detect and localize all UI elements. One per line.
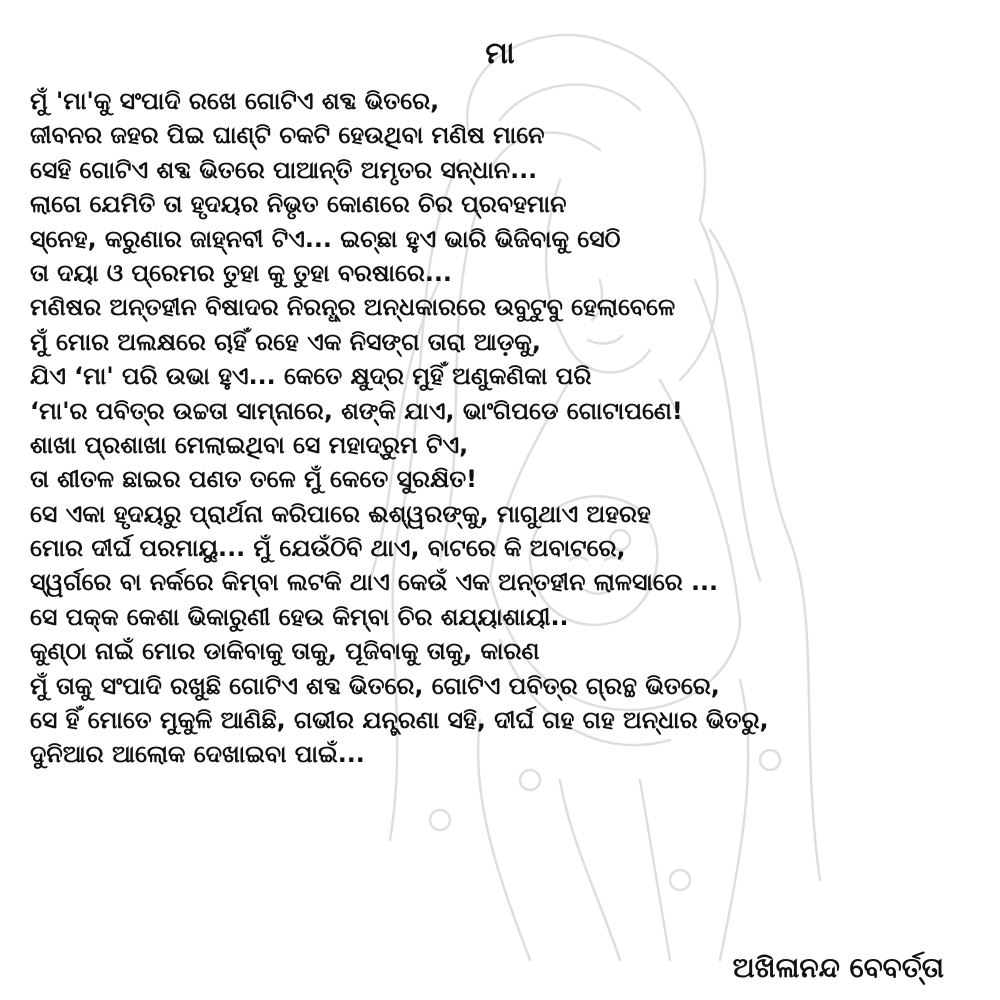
poem-line: ମୁଁ ତାକୁ ସଂପାଦି ରଖୁଛି ଗୋଟିଏ ଶବ୍ଦ ଭିତରେ, ଗୋଟିଏ ପବିତ୍ର ଗ୍ରନ୍ଥ ଭିତରେ,	[30, 671, 720, 700]
poem-line: ସେହି ଗୋଟିଏ ଶବ୍ଦ ଭିତରେ ପାଆନ୍ତି ଅମୃତର ସନ୍ଧାନ...	[30, 155, 538, 184]
poem-line: ତା ଦୟା ଓ ପ୍ରେମର ତୁହା କୁ ତୁହା ବରଷାରେ...	[30, 258, 452, 287]
poem-line: ମୁଁ 'ମା'କୁ ସଂପାଦି ରଖେ ଗୋଟିଏ ଶବ୍ଦ ଭିତରେ,	[30, 87, 440, 115]
poem-line: ସେ ପକ୍କ କେଶା ଭିକାରୁଣୀ ହେଉ କିମ୍ବା ଚିର ଶଯ୍ୟାଶାୟୀ..	[30, 602, 569, 631]
poem-line: ମଣିଷର ଅନ୍ତହୀନ ବିଷାଦର ନିରନ୍ଧ୍ର ଅନ୍ଧକାରରେ ଉବୁଟୁବୁ ହେଲାବେଳେ	[30, 293, 676, 322]
poem-author: ଅଖିଳାନନ୍ଦ ବେବର୍ତ୍ତା	[732, 951, 944, 984]
poem-line: ଲାଗେ ଯେମିତି ତା ହୃଦୟର ନିଭୃତ କୋଣରେ ଚିର ପ୍ରବହମାନ	[30, 190, 567, 219]
poem-line: ଯିଏ ‘ମା' ପରି ଉଭା ହୁଏ... କେତେ କ୍ଷୁଦ୍ର ମୁହିଁ ଅଣୁକଣିକା ପରି	[30, 362, 592, 391]
poem-title: ମା	[485, 36, 515, 71]
poem-line: ସେ ହିଁ ମୋତେ ମୁକୁଳି ଆଣିଛି, ଗଭୀର ଯନ୍ତ୍ରଣା ସହି, ଦୀର୍ଘ ଗହ ଗହ ଅନ୍ଧାର ଭିତରୁ,	[30, 706, 769, 735]
poem-line: ସ୍ୱର୍ଗରେ ବା ନର୍କରେ କିମ୍ବା ଲଟକି ଥାଏ କେଉଁ ଏକ ଅନ୍ତହୀନ ଲାଳସାରେ ...	[30, 568, 719, 597]
poem-line: ଦୁନିଆର ଆଲୋକ ଦେଖାଇବା ପାଇଁ...	[30, 740, 365, 769]
poem-line: ଶାଖା ପ୍ରଶାଖା ମେଲାଇଥିବା ସେ ମହାଦ୍ରୁମ ଟିଏ,	[30, 430, 469, 459]
poem-line: କୁଣ୍ଠା ନାଇଁ ମୋର ଡାକିବାକୁ ତାକୁ, ପୂଜିବାକୁ ତାକୁ, କାରଣ	[30, 637, 540, 666]
poem-line: ଜୀବନର ଜହର ପିଇ ଘାଣ୍ଟି ଚକଟି ହେଉଥିବା ମଣିଷ ମାନେ	[30, 121, 545, 150]
poem-body	[30, 84, 980, 772]
poem-line: ମୋର ଦୀର୍ଘ ପରମାୟୁ... ମୁଁ ଯେଉଁଠିବି ଥାଏ, ବାଟରେ କି ଅବାଟରେ,	[30, 534, 626, 563]
poem-line: ସେ ଏକା ହୃଦୟରୁ ପ୍ରାର୍ଥନା କରିପାରେ ଈଶ୍ୱରଙ୍କୁ, ମାଗୁଥାଏ ଅହରହ	[30, 499, 651, 528]
poem-line: ‘ମା'ର ପବିତ୍ର ଉଚ୍ଚତା ସାମ୍ନାରେ, ଶଙ୍କି ଯାଏ, ଭାଂଗିପଡେ ଗୋଟାପଣେ!	[30, 396, 683, 425]
poem-line: ସ୍ନେହ, କରୁଣାର ଜାହ୍ନବୀ ଟିଏ... ଇଚ୍ଛା ହୁଏ ଭାରି ଭିଜିବାକୁ ସେଠି	[30, 224, 621, 253]
poem-line: ତା ଶୀତଳ ଛାଇର ପଣତ ତଳେ ମୁଁ କେତେ ସୁରକ୍ଷିତ!	[30, 465, 478, 494]
poem-line: ମୁଁ ମୋର ଅଲକ୍ଷରେ ଚାହିଁ ରହେ ଏକ ନିସଙ୍ଗ ତାରା ଆଡ଼କୁ,	[30, 327, 541, 356]
